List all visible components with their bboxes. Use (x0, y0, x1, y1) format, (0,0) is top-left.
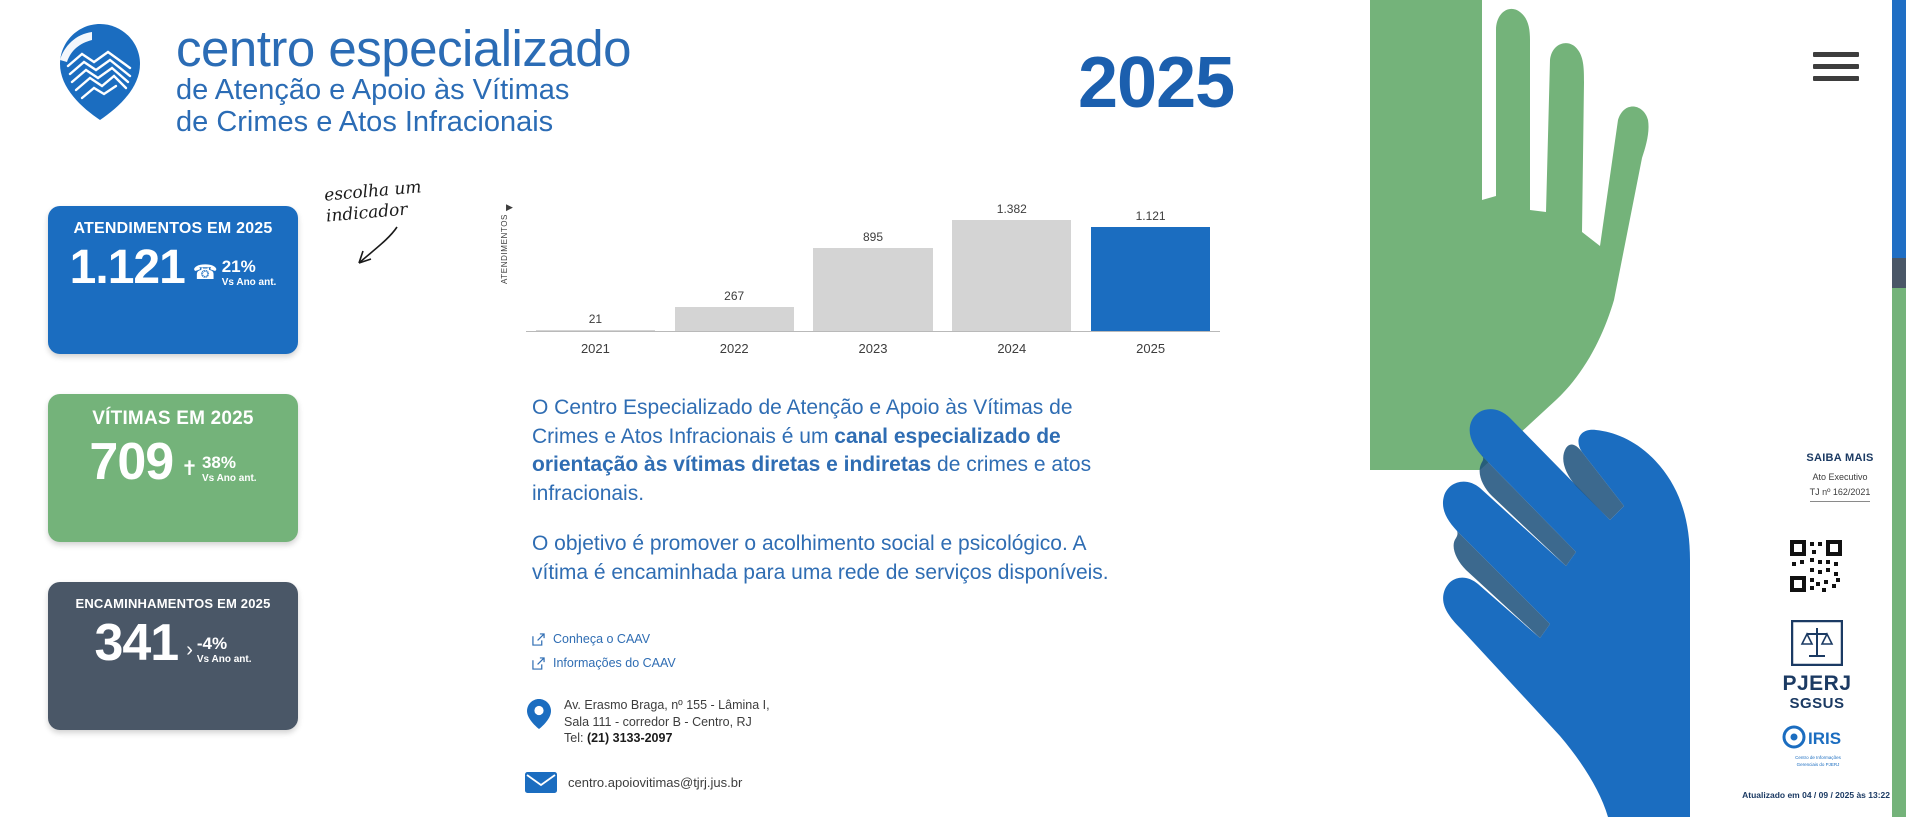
desc-p1-highlight: canal especializado de orientação às vítimas diretas e indiretas (532, 424, 1061, 477)
chart-bar-2023[interactable] (804, 202, 943, 332)
external-link-icon (532, 633, 545, 646)
email-address[interactable]: centro.apoiovitimas@tjrj.jus.br (568, 774, 743, 790)
address-line-2: Sala 111 - corredor B - Centro, RJ (564, 714, 752, 729)
annotation-note (323, 177, 455, 270)
description-paragraph-2: O objetivo é promover o acolhimento social e psicológico. A vítima é encaminhada para uma rede de serviços disponíveis. (532, 532, 1109, 584)
link-label: Conheça o CAAV (553, 632, 651, 646)
brand-line-1: centro especializado (176, 20, 631, 77)
page-scrollbar[interactable] (1892, 0, 1906, 817)
chart-x-tick-labels (526, 341, 1220, 356)
scales-of-justice-icon (1791, 620, 1843, 666)
bar-value-label: 895 (862, 230, 883, 244)
x-tick: 2021 (580, 341, 610, 356)
desc-p1-part-a: O Centro Especializado de Atenção e Apoio às Vítimas de Crimes e Atos Infracionais é um (532, 396, 1073, 448)
svg-text:IRIS: IRIS (1808, 729, 1842, 748)
kpi-delta-label: Vs Ano ant. (201, 473, 257, 484)
last-updated-text: Atualizado em 04 / 09 / 2025 às 13:22 (1742, 790, 1890, 800)
hands-illustration (1360, 0, 1780, 817)
brand-line-2: de Atenção e Apoio às Vítimas (176, 73, 570, 106)
saiba-mais-block (1790, 452, 1890, 502)
bar (952, 220, 1071, 332)
hamburger-menu-icon[interactable] (1813, 52, 1859, 86)
kpi-delta-value: -4% (196, 634, 228, 653)
resource-links (532, 632, 676, 680)
kpi-title: ATENDIMENTOS EM 2025 (73, 220, 273, 237)
annotation-text: escolha um indicador (323, 177, 423, 227)
atendimentos-bar-chart[interactable] (500, 182, 1220, 362)
ato-executivo-label: Ato Executivo (1812, 472, 1868, 482)
kpi-value: 709 (89, 433, 174, 491)
kpi-value: 1.121 (69, 241, 185, 294)
tj-document-link[interactable]: TJ nº 162/2021 (1810, 487, 1871, 502)
x-tick: 2023 (858, 341, 888, 356)
chart-bar-2021[interactable] (526, 202, 665, 332)
kpi-delta-label: Vs Ano ant. (196, 654, 252, 665)
chevron-right-icon: › (186, 639, 193, 661)
x-tick: 2025 (1136, 341, 1166, 356)
kpi-card-encaminhamentos[interactable] (48, 582, 298, 730)
description-paragraph-1 (532, 394, 1112, 508)
bar-highlighted (1091, 227, 1210, 332)
address-text (564, 697, 770, 747)
email-block[interactable] (524, 770, 742, 794)
person-icon: ✝ (181, 458, 198, 480)
chart-bar-2022[interactable] (665, 202, 804, 332)
iris-logo-icon (1781, 725, 1855, 749)
external-link-icon (532, 657, 545, 670)
kpi-title: VÍTIMAS EM 2025 (92, 408, 254, 429)
kpi-card-vitimas[interactable] (48, 394, 298, 542)
kpi-card-atendimentos[interactable] (48, 206, 298, 354)
kpi-delta-value: 21% (221, 257, 256, 276)
bar-value-label: 1.121 (1135, 209, 1166, 223)
helping-hands-graphic (1360, 0, 1780, 817)
bar (675, 307, 794, 332)
chart-axis-line (526, 331, 1220, 332)
iris-subtitle-1: Centro de Informações (1795, 755, 1841, 760)
brand-logo[interactable] (38, 16, 631, 139)
address-block (524, 697, 770, 747)
x-tick: 2024 (997, 341, 1027, 356)
link-label: Informações do CAAV (553, 656, 676, 670)
kpi-value: 341 (94, 614, 179, 672)
handshake-icon (38, 16, 162, 128)
bar-value-label: 21 (588, 312, 603, 326)
sgsus-label: SGSUS (1789, 695, 1845, 712)
description-text (532, 394, 1112, 587)
x-tick: 2022 (719, 341, 749, 356)
pjerj-badge[interactable] (1782, 620, 1852, 711)
bar (813, 248, 932, 332)
scrollbar-segment-gray[interactable] (1892, 258, 1906, 288)
envelope-icon (524, 770, 558, 794)
kpi-title: ENCAMINHAMENTOS EM 2025 (75, 596, 271, 611)
saiba-mais-title: SAIBA MAIS (1806, 452, 1874, 464)
qr-code-icon[interactable] (1788, 538, 1844, 594)
bar-value-label: 267 (724, 289, 745, 303)
scrollbar-segment-green[interactable] (1892, 288, 1906, 817)
desc-p1-part-c: de crimes e atos infracionais. (532, 453, 1092, 505)
iris-logo[interactable] (1778, 725, 1858, 768)
chart-y-axis-label: ATENDIMENTOS (500, 214, 509, 285)
chart-bars (526, 202, 1220, 332)
brand-line-3: de Crimes e Atos Infracionais (176, 106, 554, 139)
year-heading: 2025 (1078, 43, 1235, 123)
bar-value-label: 1.382 (996, 202, 1027, 216)
phone-prefix: Tel: (564, 731, 587, 745)
iris-subtitle-2: Gerenciais do PJERJ (1796, 762, 1840, 768)
chart-bar-2025[interactable] (1081, 202, 1220, 332)
chart-bar-2024[interactable] (942, 202, 1081, 332)
kpi-delta-value: 38% (201, 453, 236, 472)
phone-number[interactable]: (21) 3133-2097 (586, 731, 673, 745)
kpi-delta-label: Vs Ano ant. (221, 277, 277, 288)
scrollbar-segment-blue[interactable] (1892, 0, 1906, 258)
address-line-1: Av. Erasmo Braga, nº 155 - Lâmina I, (564, 698, 770, 712)
link-conheca-caav[interactable] (532, 632, 676, 646)
hand-drawn-arrow-icon (325, 223, 455, 273)
brand-text (176, 16, 631, 139)
pjerj-label: PJERJ (1782, 672, 1852, 695)
map-pin-icon (524, 697, 554, 731)
link-informacoes-caav[interactable] (532, 656, 676, 670)
chart-expand-caret-icon[interactable]: ▶ (506, 202, 513, 212)
phone-icon: ☎ (192, 262, 218, 284)
